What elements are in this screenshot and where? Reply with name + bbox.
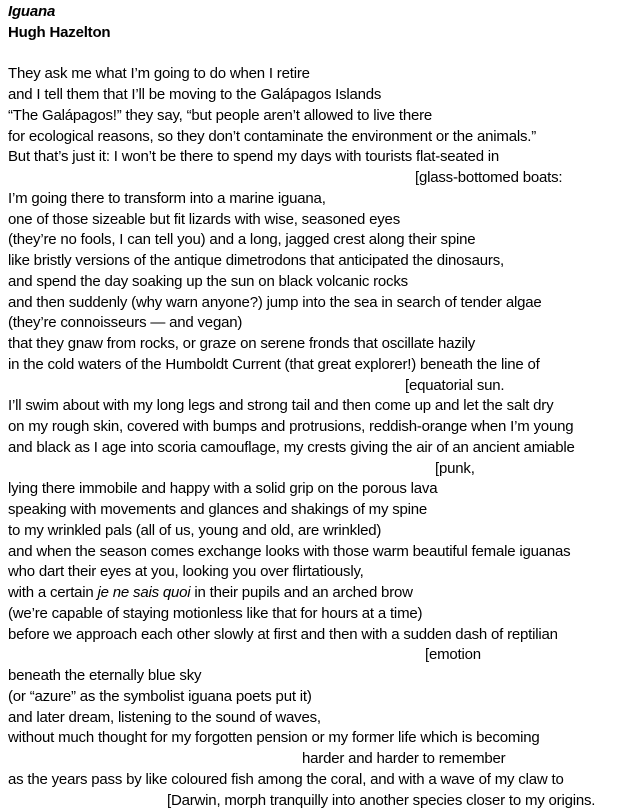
poem-line	[8, 376, 640, 397]
poem-line	[8, 106, 640, 127]
line-text: [Darwin, morph tranquilly into another species closer to my origins.	[167, 791, 596, 809]
poem-line	[8, 521, 640, 542]
line-text: one of those sizeable but fit lizards with wise, seasoned eyes	[8, 210, 400, 228]
poem-line	[8, 438, 640, 459]
line-text: that they gnaw from rocks, or graze on serene fronds that oscillate hazily	[8, 335, 476, 352]
poem-line	[8, 355, 640, 376]
poem-line	[8, 479, 640, 500]
poem-line	[8, 417, 640, 438]
line-text: I’m going there to transform into a marine iguana,	[8, 189, 326, 207]
poem-line	[8, 459, 640, 480]
poem-line	[8, 189, 640, 210]
line-text: I’ll swim about with my long legs and strong tail and then come up and let the salt dry	[8, 397, 554, 415]
poem-line	[8, 583, 640, 604]
line-text: (they’re connoisseurs — and vegan)	[8, 314, 243, 332]
poem-line	[8, 625, 640, 646]
poem-line	[8, 127, 640, 148]
line-text: and black as I age into scoria camouflage, my crests giving the air of an ancient amiable	[8, 438, 575, 456]
line-text: “The Galápagos!” they say, “but people aren’t allowed to live there	[8, 106, 433, 124]
line-text: like bristly versions of the antique dimetrodons that anticipated the dinosaurs,	[8, 252, 504, 269]
line-text: and when the season comes exchange looks with those warm beautiful female iguanas	[8, 542, 571, 560]
poem-line	[8, 251, 640, 272]
line-text: who dart their eyes at you, looking you over flirtatiously,	[8, 563, 364, 581]
line-text: and then suddenly (why warn anyone?) jump into the sea in search of tender algae	[8, 293, 542, 311]
line-text: to my wrinkled pals (all of us, young and old, are wrinkled)	[8, 521, 382, 539]
poem-line	[8, 272, 640, 293]
poem-line	[8, 500, 640, 521]
line-text: [emotion	[425, 646, 481, 664]
poem-line	[8, 687, 640, 708]
line-text: as the years pass by like coloured fish among the coral, and with a wave of my claw to	[8, 770, 564, 788]
line-text: [equatorial sun.	[405, 376, 505, 394]
poem-line	[8, 210, 640, 231]
line-text: (they’re no fools, I can tell you) and a long, jagged crest along their spine	[8, 231, 476, 249]
poem-line	[8, 147, 640, 168]
line-text: [punk,	[435, 459, 475, 477]
line-text: with a certain	[8, 584, 98, 601]
poem-title: Iguana	[8, 3, 56, 20]
line-text: [glass-bottomed boats:	[415, 169, 563, 186]
poem-line	[8, 542, 640, 563]
line-text: They ask me what I’m going to do when I retire	[8, 65, 310, 83]
poem-line	[8, 230, 640, 251]
poem-author: Hugh Hazelton	[8, 23, 111, 41]
line-text: (or “azure” as the symbolist iguana poets put it)	[8, 687, 312, 705]
line-text: speaking with movements and glances and shakings of my spine	[8, 501, 428, 518]
poem-line	[8, 645, 640, 666]
poem-line	[8, 64, 640, 85]
poem-line	[8, 770, 640, 791]
poem-line	[8, 334, 640, 355]
blank-line	[8, 44, 640, 65]
poem-line	[8, 749, 640, 770]
poem-line	[8, 313, 640, 334]
line-text: lying there immobile and happy with a solid grip on the porous lava	[8, 480, 438, 498]
line-text: without much thought for my forgotten pension or my former life which is becoming	[8, 729, 540, 747]
poem-line	[8, 293, 640, 314]
poem-line	[8, 666, 640, 687]
poem-body	[8, 64, 640, 809]
line-text: beneath the eternally blue sky	[8, 667, 202, 684]
poem-line	[8, 728, 640, 749]
line-text: and spend the day soaking up the sun on black volcanic rocks	[8, 272, 408, 290]
line-text: in the cold waters of the Humboldt Current (that great explorer!) beneath the line of	[8, 355, 540, 373]
line-text: and later dream, listening to the sound of waves,	[8, 708, 321, 726]
line-text: in their pupils and an arched brow	[190, 584, 413, 601]
italic-phrase: je ne sais quoi	[97, 584, 191, 601]
poem-line	[8, 396, 640, 417]
poem-line	[8, 708, 640, 729]
line-text: on my rough skin, covered with bumps and protrusions, reddish-orange when I’m young	[8, 418, 574, 435]
line-text: and I tell them that I’ll be moving to the Galápagos Islands	[8, 86, 382, 103]
poem-line	[8, 604, 640, 625]
line-text: But that’s just it: I won’t be there to spend my days with tourists flat-seated in	[8, 148, 500, 166]
line-text: for ecological reasons, so they don’t contaminate the environment or the animals.”	[8, 127, 537, 145]
line-text: harder and harder to remember	[302, 750, 506, 767]
line-text: before we approach each other slowly at first and then with a sudden dash of reptilian	[8, 625, 558, 643]
poem-line	[8, 791, 640, 809]
poem-line	[8, 562, 640, 583]
poem-line	[8, 168, 640, 189]
line-text: (we’re capable of staying motionless like that for hours at a time)	[8, 604, 423, 622]
poem-line	[8, 85, 640, 106]
